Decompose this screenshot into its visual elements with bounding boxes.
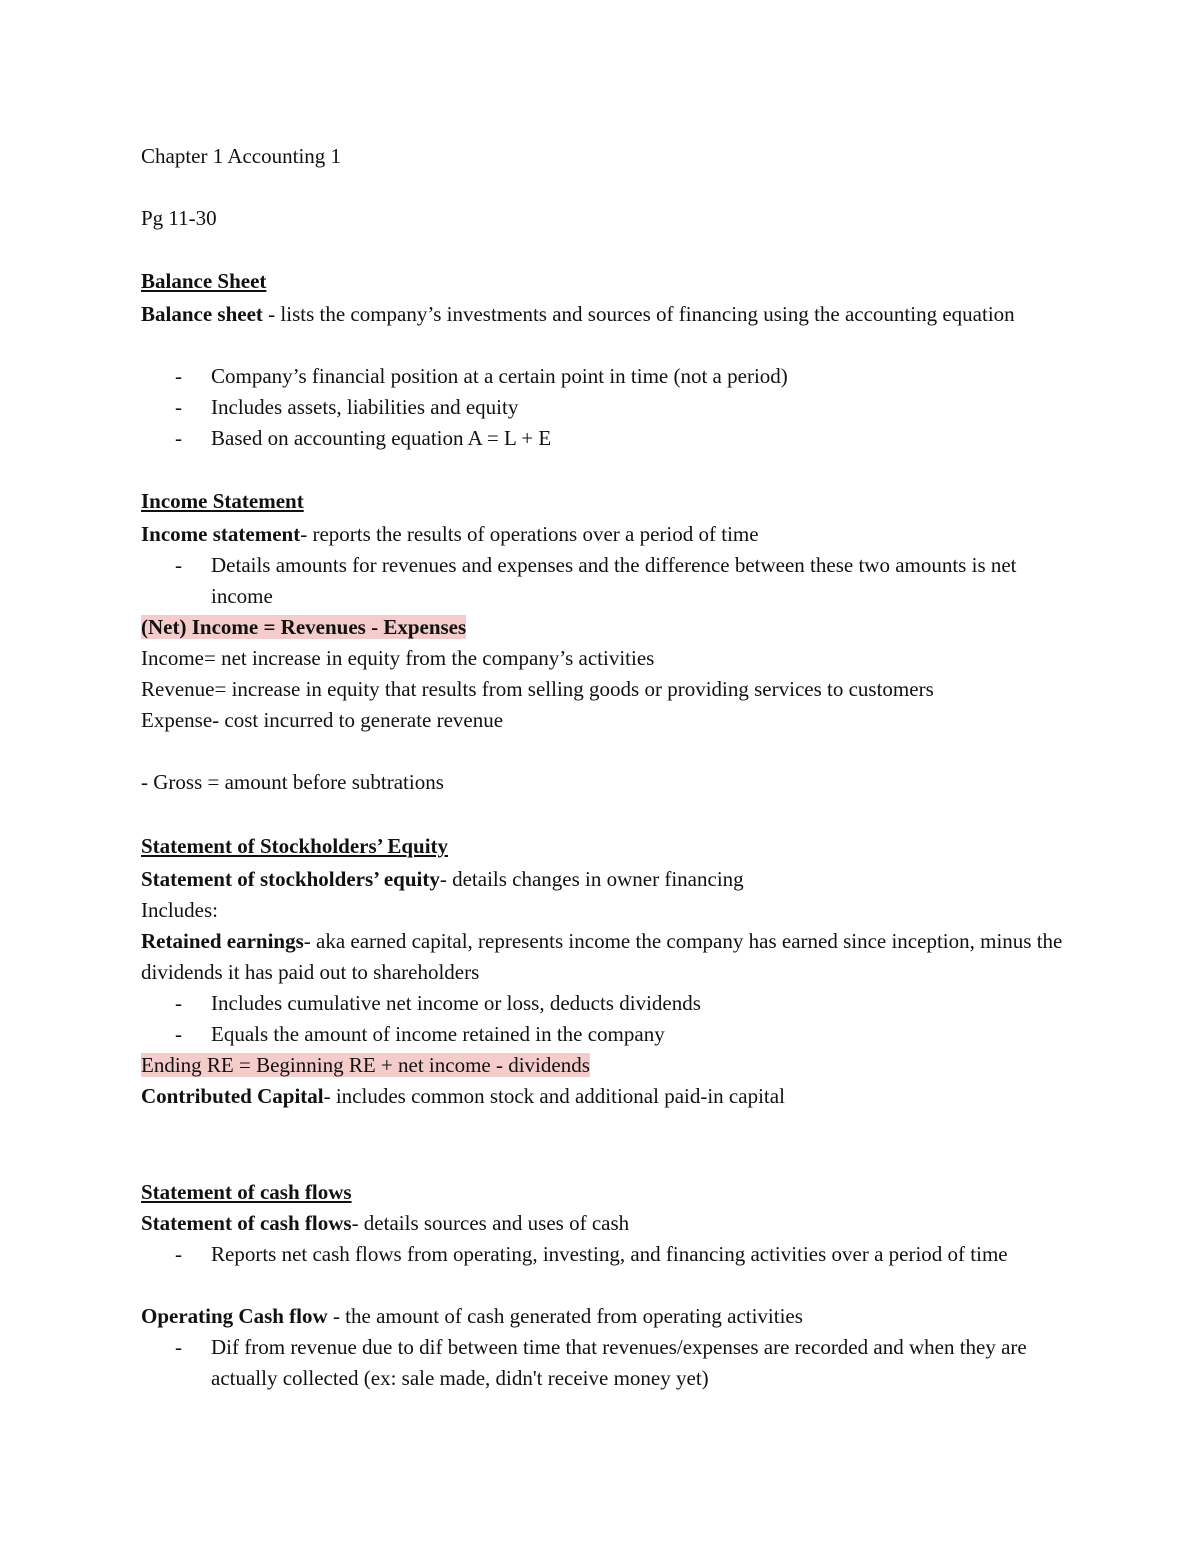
section-heading-stockholders-equity: Statement of Stockholders’ Equity: [141, 834, 449, 858]
term: Balance sheet: [141, 302, 263, 326]
term: Contributed Capital: [141, 1084, 324, 1108]
section-heading-balance-sheet: Balance Sheet: [141, 269, 267, 293]
income-formula: (Net) Income = Revenues - Expenses: [141, 615, 467, 639]
retained-earnings-definition: [141, 926, 1066, 988]
definition: - reports the results of operations over a period of time: [300, 522, 759, 546]
term: Statement of stockholders’ equity: [141, 867, 440, 891]
document-title: Chapter 1 Accounting 1: [141, 144, 342, 168]
section-heading-cash-flows: Statement of cash flows: [141, 1180, 352, 1204]
definition: - lists the company’s investments and sources of financing using the accounting equation: [262, 302, 1015, 326]
definition: - includes common stock and additional paid-in capital: [323, 1084, 785, 1108]
section-heading-income-statement: Income Statement: [141, 489, 304, 513]
operating-cash-flow-definition: [141, 1301, 1066, 1332]
term: Operating Cash flow: [141, 1304, 328, 1328]
contributed-capital-definition: [141, 1081, 1066, 1112]
gross-note: - Gross = amount before subtrations: [141, 770, 444, 794]
expense-line: Expense- cost incurred to generate revenue: [141, 708, 504, 732]
income-line: Income= net increase in equity from the company’s activities: [141, 646, 655, 670]
page-range: Pg 11-30: [141, 206, 217, 230]
stockholders-equity-definition: [141, 864, 1066, 895]
income-statement-definition: [141, 519, 1066, 550]
definition: - details changes in owner financing: [439, 867, 744, 891]
term: Income statement: [141, 522, 301, 546]
cash-flows-definition: [141, 1208, 1066, 1239]
includes-label: Includes:: [141, 898, 218, 922]
retained-earnings-formula: Ending RE = Beginning RE + net income - dividends: [141, 1053, 590, 1077]
balance-sheet-definition: [141, 299, 1066, 330]
list-item: - Includes assets, liabilities and equity: [175, 395, 519, 419]
term: Retained earnings: [141, 929, 304, 953]
list-item: - Company’s financial position at a certain point in time (not a period): [175, 364, 788, 388]
list-item: - Includes cumulative net income or loss, deducts dividends: [175, 991, 701, 1015]
term: Statement of cash flows: [141, 1211, 352, 1235]
revenue-line: Revenue= increase in equity that results from selling goods or providing services to customers: [141, 677, 934, 701]
list-item: - Reports net cash flows from operating, investing, and financing activities over a period of time: [175, 1242, 1008, 1266]
list-item: - Based on accounting equation A = L + E: [175, 426, 552, 450]
definition: - the amount of cash generated from operating activities: [327, 1304, 803, 1328]
definition: - aka earned capital, represents income the company has earned since inception, minus the dividends it has paid out to shareholders: [141, 929, 1063, 984]
definition: - details sources and uses of cash: [351, 1211, 630, 1235]
list-item: - Dif from revenue due to dif between time that revenues/expenses are recorded and when they are actually collected (ex: sale made, didn't receive money yet): [175, 1335, 1027, 1390]
list-item: - Equals the amount of income retained in the company: [175, 1022, 665, 1046]
list-item: - Details amounts for revenues and expenses and the difference between these two amounts is net income: [175, 553, 1017, 608]
